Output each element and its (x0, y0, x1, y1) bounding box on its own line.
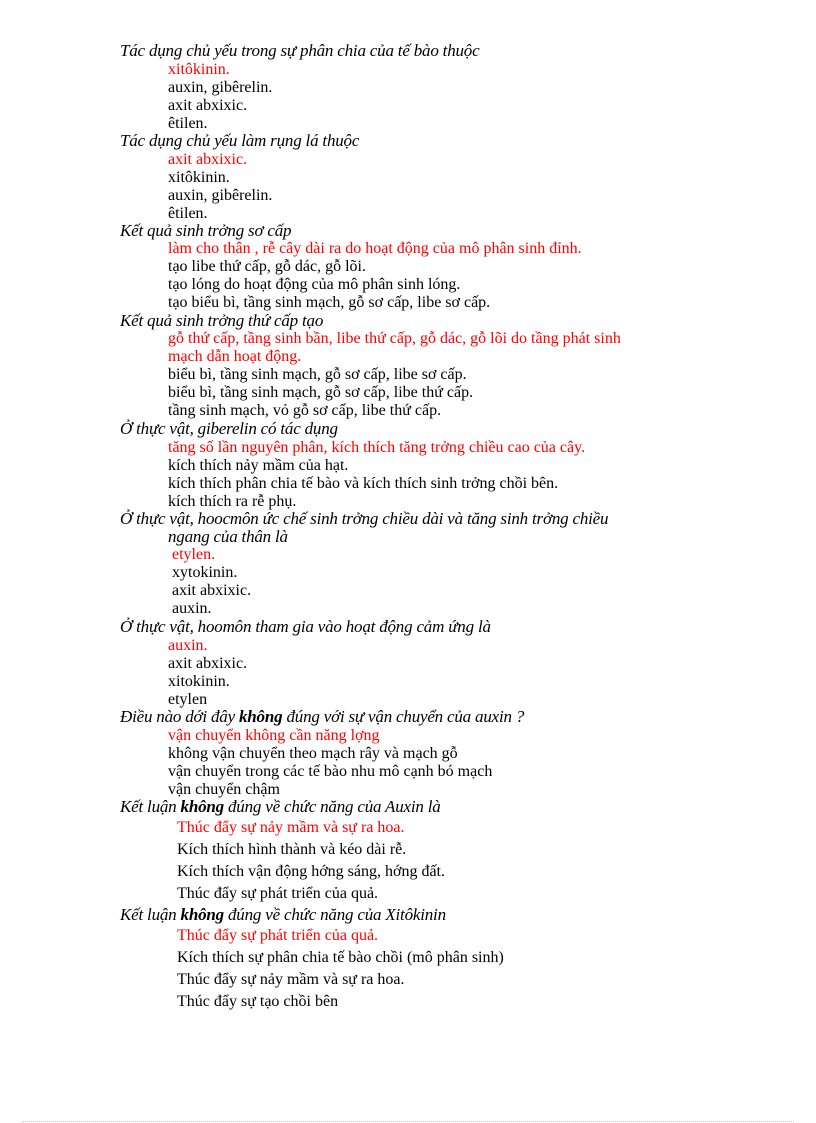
question-5-answer: kích thích phân chia tế bào và kích thích sinh trởng chồi bên. (168, 475, 559, 492)
question-9-answer: Thúc đẩy sự phát triển của quả. (177, 885, 379, 902)
question-2-answer: êtilen. (168, 205, 208, 222)
question-9-answer: Kích thích hình thành và kéo dài rễ. (177, 841, 407, 858)
question-1-answer: auxin, gibêrelin. (168, 79, 273, 96)
question-8-prompt-bold: không (239, 707, 283, 726)
question-1-prompt: Tác dụng chủ yếu trong sự phân chia của tế bào thuộc (120, 41, 480, 60)
question-4-answer: biểu bì, tầng sinh mạch, gỗ sơ cấp, libe thứ cấp. (168, 384, 474, 401)
question-6-answer-correct: etylen. (172, 546, 216, 563)
question-10-answer: Kích thích sự phân chia tế bào chồi (mô phân sinh) (177, 949, 504, 966)
question-8-answer: không vận chuyển theo mạch rây và mạch gỗ (168, 745, 458, 762)
question-1-answer: axit abxixic. (168, 97, 248, 114)
question-3-answer: tạo biểu bì, tầng sinh mạch, gỗ sơ cấp, libe sơ cấp. (168, 294, 491, 311)
question-5-answer: kích thích ra rễ phụ. (168, 493, 297, 510)
question-9-prompt-bold: không (180, 797, 224, 816)
question-8-answer: vận chuyển chậm (168, 781, 280, 798)
question-5-prompt: Ở thực vật, giberelin có tác dụng (120, 419, 338, 438)
question-8-prompt-post: đúng với sự vận chuyển của auxin ? (282, 707, 525, 726)
question-8-prompt (120, 708, 524, 726)
question-2-answer: xitôkinin. (168, 169, 230, 186)
page-bottom-rule (22, 1121, 794, 1122)
question-6-answer: auxin. (172, 600, 212, 617)
question-4-answer: biểu bì, tầng sinh mạch, gỗ sơ cấp, libe sơ cấp. (168, 366, 467, 383)
question-9-answer: Kích thích vận động hớng sáng, hớng đất. (177, 863, 445, 880)
question-10-answer: Thúc đẩy sự tạo chồi bên (177, 993, 339, 1010)
question-5-answer: kích thích nảy mầm của hạt. (168, 457, 349, 474)
question-4-answer: tầng sinh mạch, vỏ gỗ sơ cấp, libe thứ cấp. (168, 402, 442, 419)
question-1-answer-correct: xitôkinin. (168, 61, 230, 78)
question-6-answer: xytokinin. (172, 564, 238, 581)
question-7-prompt: Ở thực vật, hoomôn tham gia vào hoạt động cảm ứng là (120, 617, 491, 636)
question-4-prompt: Kết quả sinh trởng thứ cấp tạo (120, 311, 324, 330)
question-3-prompt: Kết quả sinh trởng sơ cấp (120, 221, 292, 240)
question-7-answer: etylen (168, 691, 208, 708)
question-9-prompt-post: đúng về chức năng của Auxin là (223, 797, 441, 816)
question-4-answer-correct: gỗ thứ cấp, tầng sinh bần, libe thứ cấp, gỗ dác, gỗ lõi do tầng phát sinh (168, 330, 621, 347)
question-2-prompt: Tác dụng chủ yếu làm rụng lá thuộc (120, 131, 360, 150)
question-8-answer: vận chuyển trong các tế bào nhu mô cạnh bó mạch (168, 763, 493, 780)
question-3-answer: tạo lóng do hoạt động của mô phân sinh lóng. (168, 276, 461, 293)
question-6-prompt: Ở thực vật, hoocmôn ức chế sinh trởng chiều dài và tăng sinh trởng chiều (120, 509, 609, 528)
question-10-prompt (120, 906, 446, 924)
question-7-answer: axit abxixic. (168, 655, 248, 672)
question-3-answer-correct: làm cho thân , rễ cây dài ra do hoạt động của mô phân sinh đỉnh. (168, 240, 582, 257)
question-10-prompt-pre: Kết luận (120, 905, 181, 924)
question-7-answer: xitokinin. (168, 673, 230, 690)
question-3-answer: tạo libe thứ cấp, gỗ dác, gỗ lõi. (168, 258, 366, 275)
question-6-prompt-cont: ngang của thân là (168, 527, 288, 546)
question-5-answer-correct: tăng số lần nguyên phân, kích thích tăng trởng chiều cao của cây. (168, 439, 586, 456)
question-8-answer-correct: vận chuyển không cần năng lợng (168, 727, 380, 744)
question-4-answer-correct-cont: mạch dẫn hoạt động. (168, 348, 302, 365)
question-10-prompt-post: đúng về chức năng của Xitôkinin (223, 905, 446, 924)
question-9-prompt (120, 798, 441, 816)
question-10-answer: Thúc đẩy sự nảy mầm và sự ra hoa. (177, 971, 405, 988)
question-10-prompt-bold: không (180, 905, 224, 924)
question-6-answer: axit abxixic. (172, 582, 252, 599)
question-7-answer-correct: auxin. (168, 637, 208, 654)
question-2-answer-correct: axit abxixic. (168, 151, 248, 168)
question-1-answer: êtilen. (168, 115, 208, 132)
question-8-prompt-pre: Điều nào dới đây (120, 707, 239, 726)
question-9-answer-correct: Thúc đẩy sự nảy mầm và sự ra hoa. (177, 819, 405, 836)
question-10-answer-correct: Thúc đẩy sự phát triển của quả. (177, 927, 379, 944)
question-9-prompt-pre: Kết luận (120, 797, 181, 816)
question-2-answer: auxin, gibêrelin. (168, 187, 273, 204)
